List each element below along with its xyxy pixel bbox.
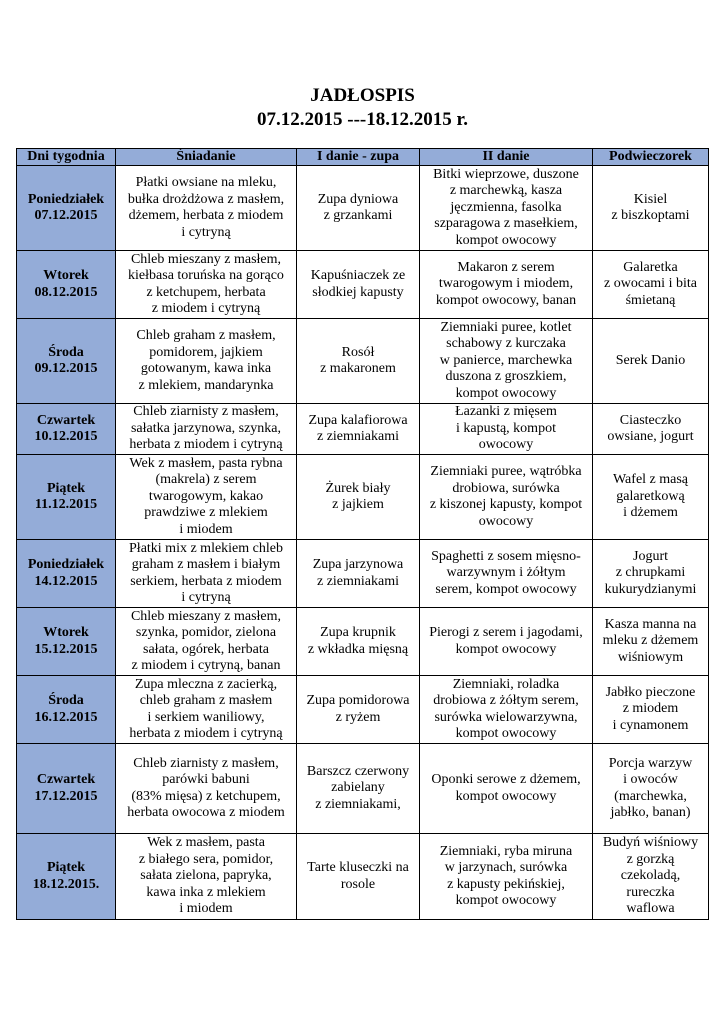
day-date: 15.12.2015: [34, 641, 98, 657]
snack-cell: Budyń wiśniowy z gorzką czekoladą, rureczka waflowa: [593, 834, 709, 920]
breakfast-cell: Zupa mleczna z zacierką, chleb graham z masłem i serkiem waniliowy, herbata z miodem i cytryną: [116, 676, 297, 744]
snack-cell: Wafel z masą galaretkową i dżemem: [593, 455, 709, 540]
day-name: Środa: [48, 344, 84, 360]
date-range: 07.12.2015 ---18.12.2015 r.: [257, 109, 468, 130]
day-name: Poniedziałek: [27, 557, 105, 572]
day-date: 14.12.2015: [34, 573, 98, 589]
main-dish-cell: Bitki wieprzowe, duszone z marchewką, kasza jęczmienna, fasolka szparagowa z masełkiem, kompot owocowy: [420, 166, 593, 251]
snack-cell: Galaretka z owocami i bita śmietaną: [593, 251, 709, 319]
header-snack: Podwieczorek: [593, 149, 709, 166]
soup-cell: Zupa jarzynowa z ziemniakami: [297, 540, 420, 608]
breakfast-cell: Chleb mieszany z masłem, szynka, pomidor, zielona sałata, ogórek, herbata z miodem i cytryną, banan: [116, 608, 297, 676]
day-date: 11.12.2015: [34, 497, 98, 512]
soup-cell: Barszcz czerwony zabielany z ziemniakami,: [297, 744, 420, 834]
main-dish-cell: Makaron z serem twarogowym i miodem, kompot owocowy, banan: [420, 251, 593, 319]
soup-cell: Tarte kluseczki na rosole: [297, 834, 420, 920]
day-cell: [17, 404, 116, 455]
header-row: [17, 149, 709, 166]
day-date: 10.12.2015: [34, 429, 98, 444]
soup-cell: Zupa pomidorowa z ryżem: [297, 676, 420, 744]
day-name: Środa: [48, 693, 84, 708]
snack-cell: Jabłko pieczone z miodem i cynamonem: [593, 676, 709, 744]
day-name: Piątek: [46, 860, 86, 875]
day-name: Wtorek: [43, 268, 89, 283]
table-row: [17, 608, 709, 676]
main-dish-cell: Spaghetti z sosem mięsno- warzywnym i żółtym serem, kompot owocowy: [420, 540, 593, 608]
breakfast-cell: Chleb mieszany z masłem, kiełbasa toruńska na gorąco z ketchupem, herbata z miodem i cytryną: [116, 251, 297, 319]
main-dish-cell: Ziemniaki puree, kotlet schabowy z kurczaka w panierce, marchewka duszona z groszkiem, kompot owocowy: [420, 319, 593, 404]
day-cell: [17, 319, 116, 404]
breakfast-cell: Wek z masłem, pasta z białego sera, pomidor, sałata zielona, papryka, kawa inka z mlekiem i miodem: [116, 834, 297, 920]
day-name: Piątek: [46, 480, 86, 496]
snack-cell: Ciasteczko owsiane, jogurt: [593, 404, 709, 455]
header-soup: I danie - zupa: [297, 149, 420, 166]
soup-cell: Zupa krupnik z wkładka mięsną: [297, 608, 420, 676]
breakfast-cell: Płatki mix z mlekiem chleb graham z masłem i białym serkiem, herbata z miodem i cytryną: [116, 540, 297, 608]
day-date: 16.12.2015: [34, 709, 98, 725]
main-dish-cell: Ziemniaki puree, wątróbka drobiowa, surówka z kiszonej kapusty, kompot owocowy: [420, 455, 593, 540]
table-row: [17, 319, 709, 404]
breakfast-cell: Chleb ziarnisty z masłem, parówki babuni (83% mięsa) z ketchupem, herbata owocowa z miodem: [116, 744, 297, 834]
snack-cell: Serek Danio: [593, 319, 709, 404]
table-row: [17, 744, 709, 834]
day-name: Czwartek: [36, 412, 96, 428]
header-day: Dni tygodnia: [17, 149, 116, 166]
page-title: JADŁOSPIS: [310, 85, 415, 106]
header-breakfast: Śniadanie: [116, 149, 297, 166]
table-row: [17, 251, 709, 319]
snack-cell: Porcja warzyw i owoców (marchewka, jabłko, banan): [593, 744, 709, 834]
header-main: II danie: [420, 149, 593, 166]
soup-cell: Żurek biały z jajkiem: [297, 455, 420, 540]
table-row: [17, 455, 709, 540]
day-name: Wtorek: [43, 625, 89, 640]
soup-cell: Rosół z makaronem: [297, 319, 420, 404]
day-date: 18.12.2015.: [32, 876, 100, 892]
day-cell: [17, 251, 116, 319]
day-date: 17.12.2015: [34, 788, 98, 804]
snack-cell: Kasza manna na mleku z dżemem wiśniowym: [593, 608, 709, 676]
day-cell: [17, 540, 116, 608]
day-cell: [17, 455, 116, 540]
main-dish-cell: Ziemniaki, roladka drobiowa z żółtym serem, surówka wielowarzywna, kompot owocowy: [420, 676, 593, 744]
main-dish-cell: Łazanki z mięsem i kapustą, kompot owocowy: [420, 404, 593, 455]
main-dish-cell: Pierogi z serem i jagodami, kompot owocowy: [420, 608, 593, 676]
table-row: [17, 540, 709, 608]
breakfast-cell: Płatki owsiane na mleku, bułka drożdżowa z masłem, dżemem, herbata z miodem i cytryną: [116, 166, 297, 251]
main-dish-cell: Ziemniaki, ryba miruna w jarzynach, surówka z kapusty pekińskiej, kompot owocowy: [420, 834, 593, 920]
breakfast-cell: Chleb ziarnisty z masłem, sałatka jarzynowa, szynka, herbata z miodem i cytryną: [116, 404, 297, 455]
table-row: [17, 404, 709, 455]
main-dish-cell: Oponki serowe z dżemem, kompot owocowy: [420, 744, 593, 834]
day-cell: [17, 676, 116, 744]
day-date: 07.12.2015: [34, 208, 98, 223]
table-row: [17, 834, 709, 920]
soup-cell: Kapuśniaczek ze słodkiej kapusty: [297, 251, 420, 319]
day-cell: [17, 608, 116, 676]
day-date: 09.12.2015: [34, 361, 98, 376]
breakfast-cell: Chleb graham z masłem, pomidorem, jajkiem gotowanym, kawa inka z mlekiem, mandarynka: [116, 319, 297, 404]
soup-cell: Zupa kalafiorowa z ziemniakami: [297, 404, 420, 455]
table-row: [17, 166, 709, 251]
menu-table: [16, 148, 709, 920]
snack-cell: Jogurt z chrupkami kukurydzianymi: [593, 540, 709, 608]
day-cell: [17, 744, 116, 834]
title-block: [0, 84, 725, 132]
day-name: Poniedziałek: [27, 191, 105, 207]
breakfast-cell: Wek z masłem, pasta rybna (makrela) z serem twarogowym, kakao prawdziwe z mlekiem i miodem: [116, 455, 297, 540]
soup-cell: Zupa dyniowa z grzankami: [297, 166, 420, 251]
day-cell: [17, 166, 116, 251]
day-cell: [17, 834, 116, 920]
day-date: 08.12.2015: [34, 284, 98, 300]
table-row: [17, 676, 709, 744]
snack-cell: Kisiel z biszkoptami: [593, 166, 709, 251]
day-name: Czwartek: [36, 772, 96, 787]
